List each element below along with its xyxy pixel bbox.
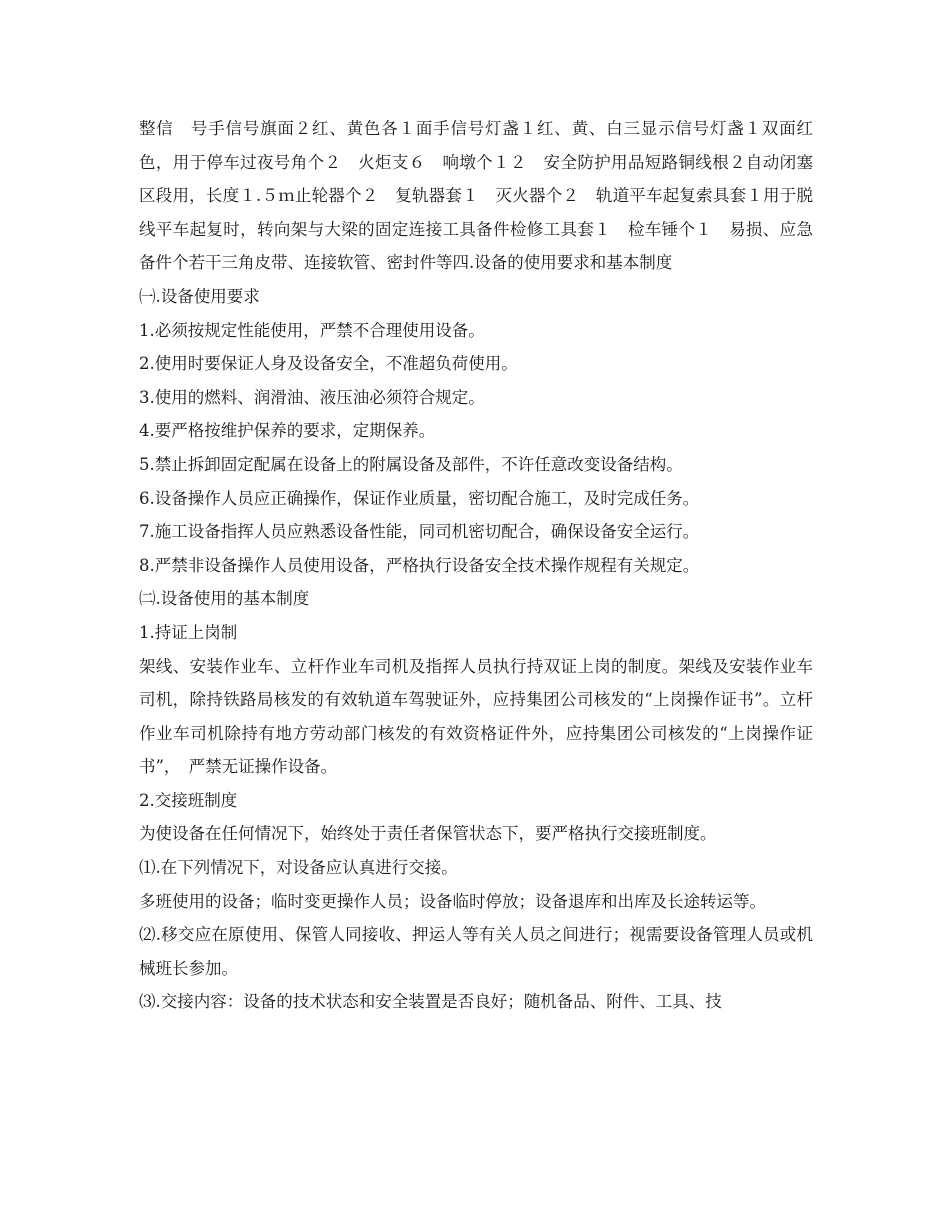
section-heading-basic-rules: ㈡.设备使用的基本制度 — [139, 589, 310, 609]
requirement-item-3: 3.使用的燃料、润滑油、液压油必须符合规定。 — [139, 387, 485, 407]
section-heading-usage-requirements: ㈠.设备使用要求 — [139, 286, 260, 306]
handover-item-1: ⑴.在下列情况下，对设备应认真进行交接。 — [139, 858, 458, 878]
requirement-item-5: 5.禁止拆卸固定配属在设备上的附属设备及部件，不许任意改变设备结构。 — [139, 454, 683, 474]
requirement-item-1: 1.必须按规定性能使用，严禁不合理使用设备。 — [139, 320, 485, 340]
requirement-item-8: 8.严禁非设备操作人员使用设备，严格执行设备安全技术操作规程有关规定。 — [139, 555, 700, 575]
requirement-item-6: 6.设备操作人员应正确操作，保证作业质量，密切配合施工，及时完成任务。 — [139, 488, 700, 508]
subheading-certification-rule: 1.持证上岗制 — [139, 622, 238, 642]
document-body — [139, 112, 813, 1019]
handover-intro-paragraph: 为使设备在任何情况下，始终处于责任者保管状态下，要严格执行交接班制度。 — [139, 824, 717, 844]
certification-paragraph: 架线、安装作业车、立杆作业车司机及指挥人员执行持双证上岗的制度。架线及安装作业车司机，除持铁路局核发的有效轨道车驾驶证外，应持集团公司核发的“上岗操作证书”。立杆作业车司机除持有地方劳动部门核发的有效资格证件外，应持集团公司核发的“上岗操作证书”， 严禁无证操作设备。 — [139, 656, 813, 777]
requirement-item-2: 2.使用时要保证人身及设备安全，不准超负荷使用。 — [139, 354, 518, 374]
requirement-item-4: 4.要严格按维护保养的要求，定期保养。 — [139, 421, 436, 441]
handover-item-3: ⑶.交接内容：设备的技术状态和安全装置是否良好；随机备品、附件、工具、技 — [139, 992, 722, 1012]
equipment-list-paragraph: 整信 号手信号旗面２红、黄色各１面手信号灯盏１红、黄、白三显示信号灯盏１双面红色，用于停车过夜号角个２ 火炬支６ 响墩个１２ 安全防护用品短路铜线根２自动闭塞区段用，长度１.５ｍ止轮器个２ 复轨器套１ 灭火器个２ 轨道平车起复索具套１用于脱线平车起复时，转向架与大梁的固定连接工具备件检修工具套１ 检车锤个１ 易损、应急备件个若干三角皮带、连接软管、密封件等四.设备的使用要求和基本制度 — [139, 119, 813, 273]
handover-cases-paragraph: 多班使用的设备；临时变更操作人员；设备临时停放；设备退库和出库及长途转运等。 — [139, 891, 766, 911]
requirement-item-7: 7.施工设备指挥人员应熟悉设备性能，同司机密切配合，确保设备安全运行。 — [139, 522, 700, 542]
handover-item-2: ⑵.移交应在原使用、保管人同接收、押运人等有关人员之间进行；视需要设备管理人员或机械班长参加。 — [139, 925, 813, 978]
subheading-shift-handover-rule: 2.交接班制度 — [139, 790, 238, 810]
